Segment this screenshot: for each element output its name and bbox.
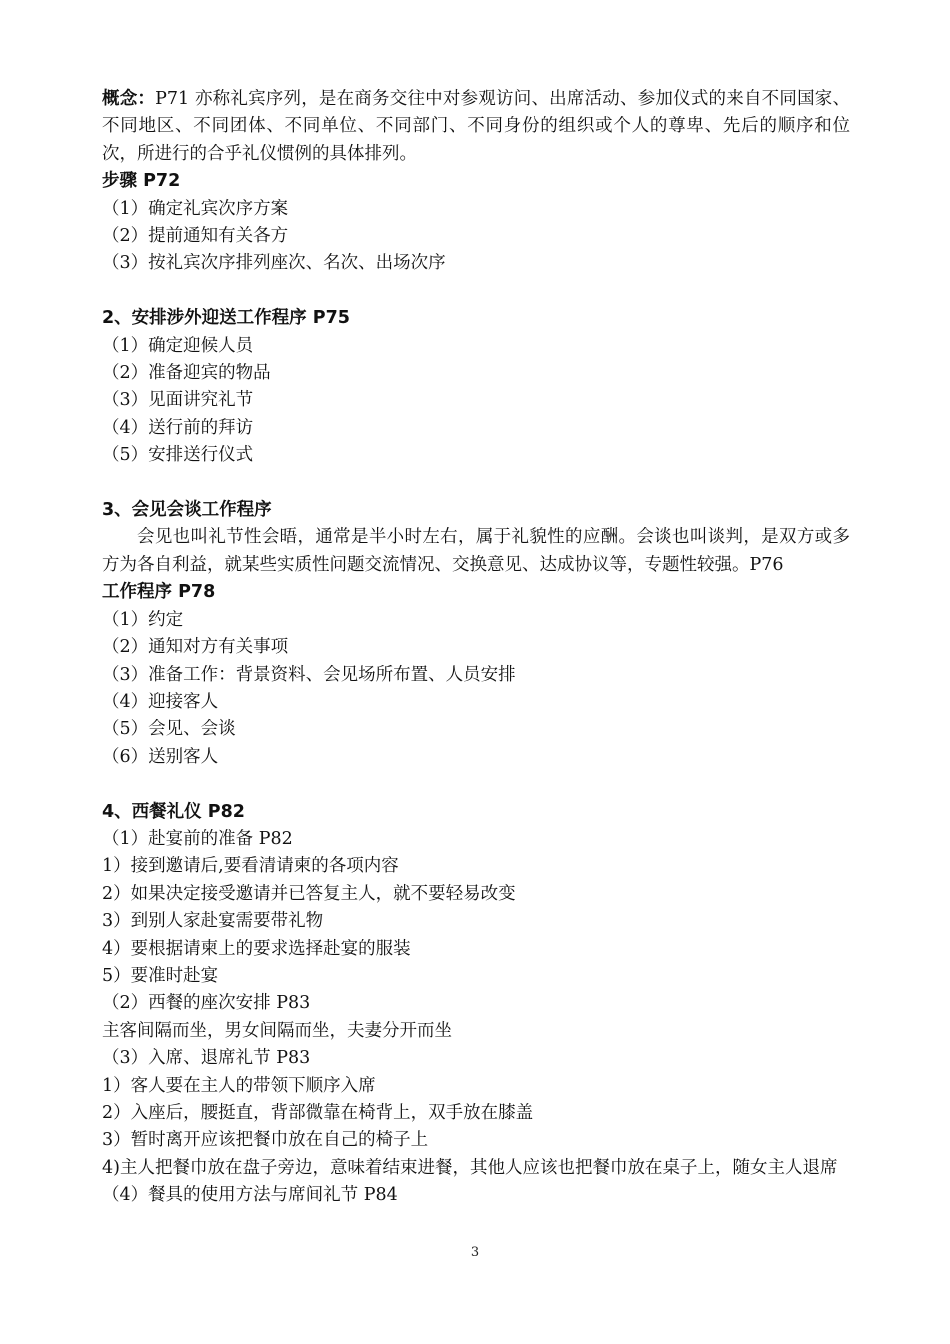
spacer bbox=[102, 278, 850, 305]
section-3-item: （3）准备工作：背景资料、会见场所布置、人员安排 bbox=[102, 664, 516, 685]
steps-item: （2）提前通知有关各方 bbox=[102, 226, 289, 247]
section-4-line: 3）暂时离开应该把餐巾放在自己的椅子上 bbox=[102, 1130, 429, 1151]
section-3-item: （4）迎接客人 bbox=[102, 691, 219, 712]
page-number: 3 bbox=[470, 1245, 480, 1260]
section-3-subheading: 工作程序 P78 bbox=[102, 582, 216, 603]
steps-heading: 步骤 P72 bbox=[102, 171, 181, 192]
section-3-item: （5）会见、会谈 bbox=[102, 719, 236, 740]
spacer bbox=[102, 771, 850, 798]
section-4-line: 2）如果决定接受邀请并已答复主人，就不要轻易改变 bbox=[102, 883, 516, 904]
section-3-heading: 3、会见会谈工作程序 bbox=[102, 500, 272, 521]
section-4-line: （1）赴宴前的准备 P82 bbox=[102, 828, 293, 849]
section-4-line: 主客间隔而坐，男女间隔而坐，夫妻分开而坐 bbox=[102, 1020, 452, 1041]
section-3-item: （6）送别客人 bbox=[102, 746, 219, 767]
steps-item: （3）按礼宾次序排列座次、名次、出场次序 bbox=[102, 253, 446, 274]
section-4-line: 1）客人要在主人的带领下顺序入席 bbox=[102, 1075, 376, 1096]
section-4-line: 1）接到邀请后,要看清请柬的各项内容 bbox=[102, 856, 399, 877]
section-4-line: 2）入座后，腰挺直，背部微靠在椅背上，双手放在膝盖 bbox=[102, 1102, 534, 1123]
section-2-heading: 2、安排涉外迎送工作程序 P75 bbox=[102, 308, 350, 329]
section-4-line: 3）到别人家赴宴需要带礼物 bbox=[102, 911, 324, 932]
section-4-line: 4)主人把餐巾放在盘子旁边，意味着结束进餐，其他人应该也把餐巾放在桌子上，随女主人退席 bbox=[102, 1157, 838, 1178]
section-2-item: （5）安排送行仪式 bbox=[102, 445, 254, 466]
section-2-item: （2）准备迎宾的物品 bbox=[102, 363, 271, 384]
section-4-line: （2）西餐的座次安排 P83 bbox=[102, 993, 311, 1014]
concept-label: 概念： bbox=[102, 89, 156, 109]
section-2-item: （1）确定迎候人员 bbox=[102, 335, 254, 356]
concept-text: P71 亦称礼宾序列，是在商务交往中对参观访问、出席活动、参加仪式的来自不同国家、不同地区、不同团体、不同单位、不同部门、不同身份的组织或个人的尊卑、先后的顺序和位次，所进行的合乎礼仪惯例的具体排列。 bbox=[102, 89, 851, 164]
section-3-paragraph: 会见也叫礼节性会晤，通常是半小时左右，属于礼貌性的应酬。会谈也叫谈判，是双方或多方为各自利益，就某些实质性问题交流情况、交换意见、达成协议等，专题性较强。P76 bbox=[102, 527, 850, 575]
section-4-line: （3）入席、退席礼节 P83 bbox=[102, 1048, 311, 1069]
section-2-item: （3）见面讲究礼节 bbox=[102, 390, 254, 411]
section-4-line: 5）要准时赴宴 bbox=[102, 965, 219, 986]
spacer bbox=[102, 470, 850, 497]
steps-item: （1）确定礼宾次序方案 bbox=[102, 198, 289, 219]
section-4-line: （4）餐具的使用方法与席间礼节 P84 bbox=[102, 1185, 398, 1206]
section-3-item: （2）通知对方有关事项 bbox=[102, 637, 289, 658]
section-4-line: 4）要根据请柬上的要求选择赴宴的服装 bbox=[102, 938, 411, 959]
section-4-heading: 4、西餐礼仪 P82 bbox=[102, 801, 245, 822]
section-2-item: （4）送行前的拜访 bbox=[102, 417, 254, 438]
document-body bbox=[102, 86, 850, 1210]
section-3-item: （1）约定 bbox=[102, 609, 184, 630]
concept-paragraph bbox=[102, 86, 850, 168]
